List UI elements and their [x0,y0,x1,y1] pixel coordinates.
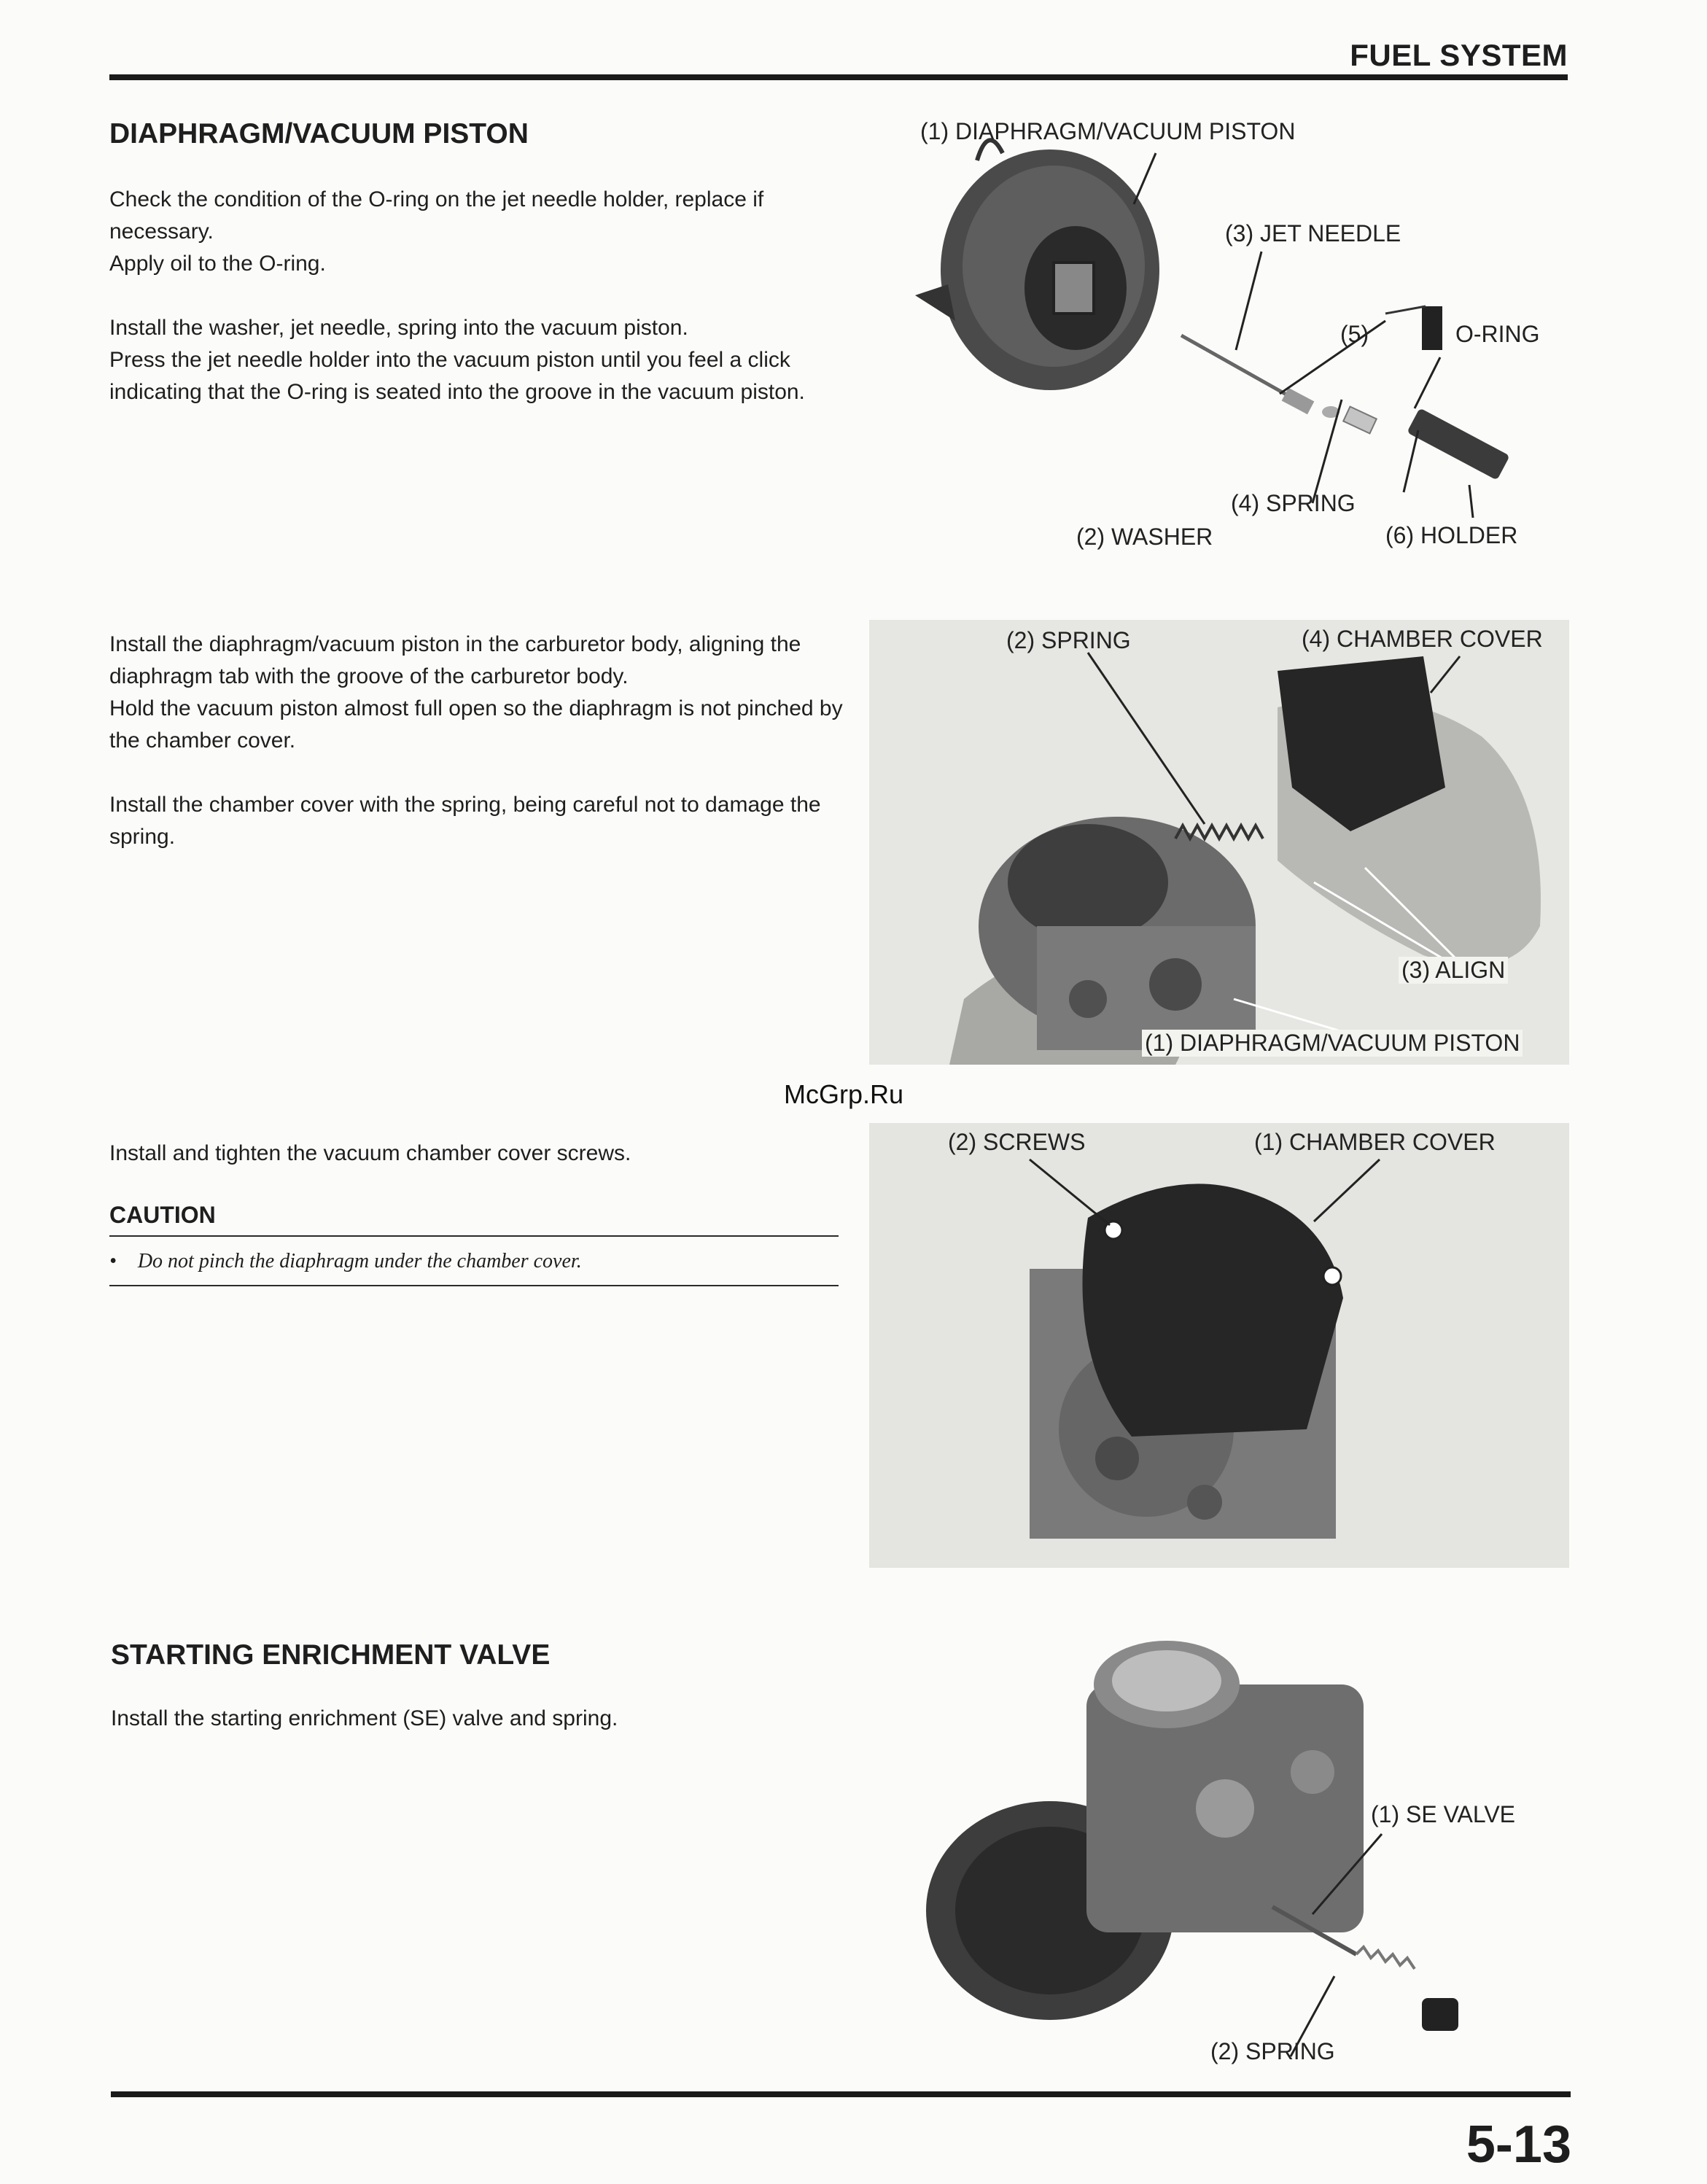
section-heading-se-valve: STARTING ENRICHMENT VALVE [111,1639,551,1671]
label-align: (3) ALIGN [1399,957,1508,984]
paragraph: Check the condition of the O-ring on the jet needle holder, replace if necessary. [109,187,764,244]
caution-heading: CAUTION [109,1202,216,1228]
caution-rule-top [109,1235,839,1237]
figure-chamber-cover-install [869,620,1569,1065]
section-install-diaphragm-text [109,629,846,853]
label-chamber-cover-4: (4) CHAMBER COVER [1302,626,1543,652]
section-screws-text [109,1138,846,1170]
label-screws: (2) SCREWS [948,1129,1086,1155]
paragraph: Install the starting enrichment (SE) valve and spring. [111,1706,618,1730]
paragraph: Install and tighten the vacuum chamber cover screws. [109,1141,631,1165]
section-se-valve-text [111,1703,847,1735]
label-holder: (6) HOLDER [1385,522,1518,548]
paragraph: Press the jet needle holder into the vacuum piston until you feel a click indicating that the O-ring is seated into the groove in the vacuum piston. [109,348,805,404]
label-spring-2: (2) SPRING [1006,627,1131,653]
label-se-spring: (2) SPRING [1210,2038,1335,2064]
section-heading-diaphragm: DIAPHRAGM/VACUUM PISTON [109,118,529,149]
page-number: 5-13 [1466,2115,1571,2174]
figure-se-valve [919,1626,1560,2064]
label-diaphragm-vacuum-piston-1: (1) DIAPHRAGM/VACUUM PISTON [1142,1030,1523,1057]
label-washer: (2) WASHER [1076,524,1213,550]
label-chamber-cover-1: (1) CHAMBER COVER [1254,1129,1496,1155]
figure-chamber-cover-screws [869,1123,1569,1568]
bullet: • [109,1250,117,1272]
paragraph: Install the diaphragm/vacuum piston in the carburetor body, aligning the diaphragm tab with the groove of the carburetor body. [109,632,801,688]
footer-rule [111,2091,1571,2097]
chapter-title: FUEL SYSTEM [1350,38,1568,72]
label-diaphragm-vacuum-piston: (1) DIAPHRAGM/VACUUM PISTON [920,118,1296,144]
label-o-ring: O-RING [1455,321,1540,347]
paragraph: Hold the vacuum piston almost full open so the diaphragm is not pinched by the chamber cover. [109,696,843,753]
label-5: (5) [1340,321,1369,347]
paragraph: Install the chamber cover with the spring, being careful not to damage the spring. [109,793,821,849]
caution-item [109,1250,582,1273]
caution-rule-bottom [109,1285,839,1286]
label-spring: (4) SPRING [1231,490,1356,516]
paragraph: Install the washer, jet needle, spring into the vacuum piston. [109,316,688,340]
label-se-valve: (1) SE VALVE [1371,1801,1515,1827]
label-jet-needle: (3) JET NEEDLE [1225,220,1401,246]
paragraph: Apply oil to the O-ring. [109,252,326,276]
watermark: McGrp.Ru [784,1079,904,1109]
caution-text: Do not pinch the diaphragm under the chamber cover. [137,1250,582,1272]
header-rule [109,74,1568,80]
section-diaphragm-text [109,184,846,408]
